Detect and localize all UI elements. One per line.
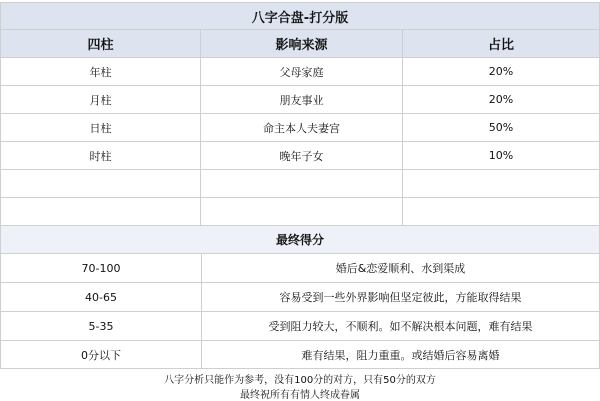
header-pillar: 四柱: [0, 30, 201, 58]
score-title: 最终得分: [0, 226, 600, 254]
table-row: [0, 58, 600, 86]
table-row: [0, 142, 600, 170]
empty-row: [0, 198, 600, 226]
score-desc: 婚后&恋爱顺利、水到渠成: [202, 254, 600, 283]
title-row: [0, 2, 600, 30]
table-row: [0, 114, 600, 142]
sheet-title: 八字合盘-打分版: [0, 2, 600, 30]
score-range: 5-35: [0, 312, 202, 341]
pillar-name: 月柱: [0, 86, 201, 114]
pillar-ratio: 50%: [403, 114, 600, 142]
score-row: [0, 283, 600, 312]
score-range: 0分以下: [0, 341, 202, 369]
footer-blessing: 最终祝所有有情人终成眷属: [240, 390, 360, 401]
pillar-source: 父母家庭: [201, 58, 403, 86]
score-desc: 难有结果，阻力重重。或结婚后容易离婚: [202, 341, 600, 369]
score-row: [0, 312, 600, 341]
empty-cell: [0, 198, 201, 226]
pillar-header-row: [0, 30, 600, 58]
pillar-name: 时柱: [0, 142, 201, 170]
pillar-name: 日柱: [0, 114, 201, 142]
footer-note: 八字分析只能作为参考，没有100分的对方，只有50分的双方: [164, 375, 436, 386]
score-row: [0, 254, 600, 283]
empty-cell: [403, 170, 600, 198]
empty-cell: [201, 170, 403, 198]
pillar-name: 年柱: [0, 58, 201, 86]
empty-cell: [0, 170, 201, 198]
pillar-ratio: 20%: [403, 58, 600, 86]
table-row: [0, 86, 600, 114]
score-range: 70-100: [0, 254, 202, 283]
pillar-source: 朋友事业: [201, 86, 403, 114]
pillar-source: 晚年子女: [201, 142, 403, 170]
pillar-source: 命主本人夫妻宫: [201, 114, 403, 142]
header-ratio: 占比: [403, 30, 600, 58]
empty-cell: [403, 198, 600, 226]
pillar-ratio: 20%: [403, 86, 600, 114]
empty-cell: [201, 198, 403, 226]
pillar-ratio: 10%: [403, 142, 600, 170]
empty-row: [0, 170, 600, 198]
score-desc: 受到阻力较大，不顺利。如不解决根本问题，难有结果: [202, 312, 600, 341]
score-desc: 容易受到一些外界影响但坚定彼此，方能取得结果: [202, 283, 600, 312]
header-source: 影响来源: [201, 30, 403, 58]
score-range: 40-65: [0, 283, 202, 312]
score-title-row: [0, 226, 600, 254]
score-row: [0, 341, 600, 369]
